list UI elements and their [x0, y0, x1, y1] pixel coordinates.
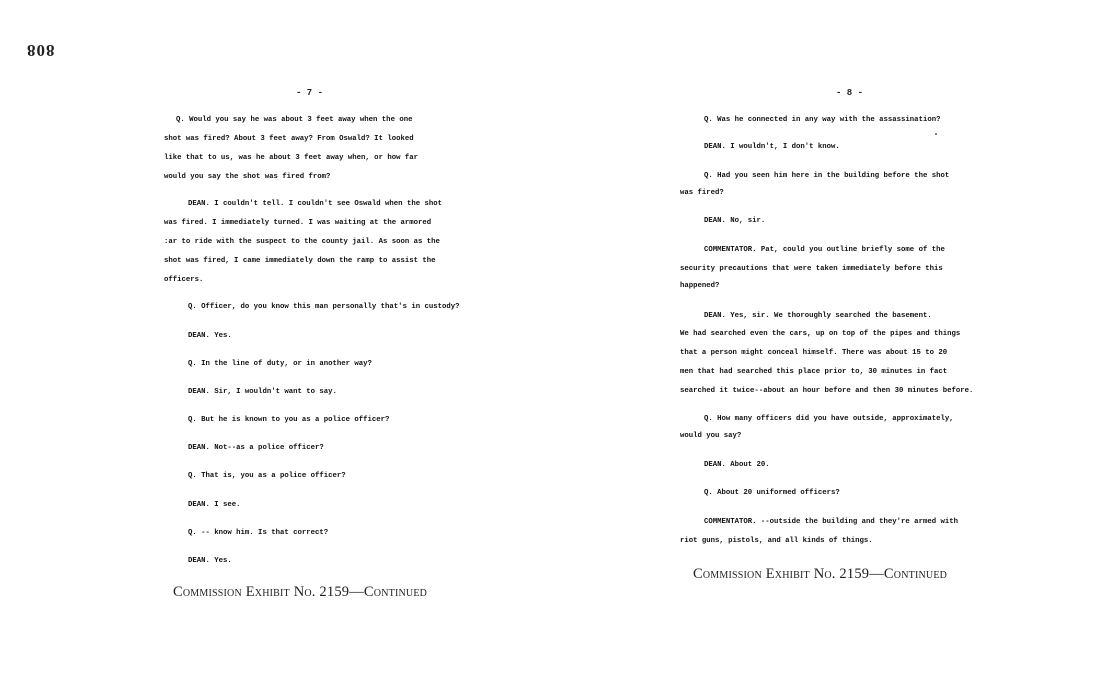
right-page [580, 0, 1050, 691]
transcript-line: shot was fired? About 3 feet away? From Oswald? It looked [164, 135, 414, 143]
transcript-line: men that had searched this place prior to, 30 minutes in fact [680, 368, 948, 376]
transcript-line: officers. [164, 276, 204, 284]
left-page [0, 0, 500, 691]
transcript-line: riot guns, pistols, and all kinds of things. [680, 537, 873, 545]
transcript-line: searched it twice--about an hour before and then 30 minutes before. [680, 387, 974, 395]
exhibit-caption: Commission Exhibit No. 2159—Continued [173, 584, 428, 600]
exhibit-caption: Commission Exhibit No. 2159—Continued [693, 566, 948, 582]
transcript-line: DEAN. No, sir. [704, 217, 766, 225]
transcript-line: Q. In the line of duty, or in another way? [188, 360, 372, 368]
transcript-line: COMMENTATOR. Pat, could you outline briefly some of the [704, 246, 945, 254]
transcript-line: Q. Was he connected in any way with the assassination? [704, 116, 941, 124]
transcript-line: DEAN. I wouldn't, I don't know. [704, 143, 840, 151]
page-number: - 8 - [836, 88, 864, 98]
transcript-line: DEAN. Sir, I wouldn't want to say. [188, 388, 337, 396]
transcript-line: Q. How many officers did you have outside, approximately, [704, 415, 954, 423]
transcript-line: DEAN. I see. [188, 501, 241, 509]
transcript-line: We had searched even the cars, up on top of the pipes and things [680, 330, 961, 338]
transcript-line: DEAN. About 20. [704, 461, 770, 469]
transcript-line: Q. That is, you as a police officer? [188, 472, 346, 480]
transcript-line: DEAN. I couldn't tell. I couldn't see Oswald when the shot [188, 200, 442, 208]
transcript-line: :ar to ride with the suspect to the county jail. As soon as the [164, 238, 440, 246]
transcript-line: happened? [680, 282, 720, 290]
transcript-line: DEAN. Yes, sir. We thoroughly searched the basement. [704, 312, 932, 320]
transcript-line: Q. -- know him. Is that correct? [188, 529, 329, 537]
transcript-line: would you say? [680, 432, 742, 440]
transcript-line: was fired. I immediately turned. I was waiting at the armored [164, 219, 432, 227]
transcript-line: DEAN. Yes. [188, 557, 232, 565]
transcript-line: Q. Had you seen him here in the building before the shot [704, 172, 950, 180]
scan-speck [935, 133, 937, 135]
transcript-line: COMMENTATOR. --outside the building and they're armed with [704, 518, 958, 526]
transcript-line: DEAN. Not--as a police officer? [188, 444, 324, 452]
transcript-line: like that to us, was he about 3 feet away when, or how far [164, 154, 418, 162]
transcript-line: was fired? [680, 189, 724, 197]
transcript-line: Q. About 20 uniformed officers? [704, 489, 840, 497]
transcript-line: Q. Officer, do you know this man personally that's in custody? [188, 303, 460, 311]
folio-page-number: 808 [26, 41, 55, 60]
transcript-line: Q. Would you say he was about 3 feet away when the one [176, 116, 413, 124]
transcript-line: security precautions that were taken immediately before this [680, 265, 943, 273]
transcript-line: Q. But he is known to you as a police officer? [188, 416, 390, 424]
transcript-line: that a person might conceal himself. There was about 15 to 20 [680, 349, 948, 357]
transcript-line: would you say the shot was fired from? [164, 173, 331, 181]
page-number: - 7 - [296, 88, 324, 98]
transcript-line: DEAN. Yes. [188, 332, 232, 340]
transcript-line: shot was fired, I came immediately down the ramp to assist the [164, 257, 436, 265]
